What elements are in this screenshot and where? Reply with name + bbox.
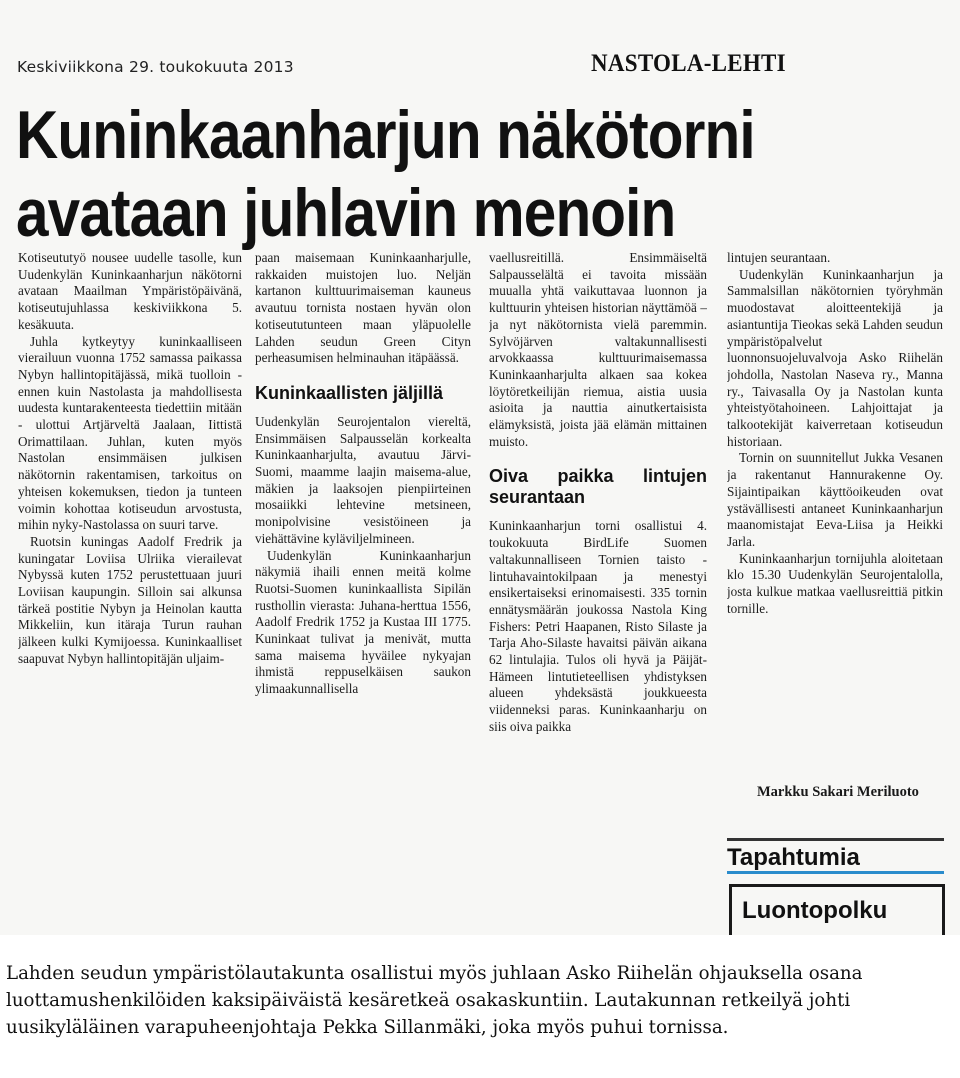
author-signature: Markku Sakari Meriluoto [757, 784, 919, 800]
nature-trail-title: Luontopolku [742, 897, 888, 924]
paragraph: paan maisemaan Kuninkaanharjulle, rakkaiden muistojen luo. Neljän kartanon kulttuurimaiseman kauneus avautuu tornista nostaen hyvän olon kotiseututunteen maan yläpuolelle Lahden seudun Green Cityn perheasumisen helminauhan itäpäässä. [255, 250, 471, 366]
paragraph: vaellusreitillä. Ensimmäiseltä Salpausselältä ei tavoita missään muualla yhtä vaikuttavaa luonnon ja kulttuurin yhteisen historian näyttämöä – ja nyt näkötornista vielä paremmin. Sylvöjärven valtakunnallisesti arvokkaassa kulttuurimaisemassa Kuninkaanharjulta alkaen saa kokea löytöretkeilijän riemua, aistia uusia asioita ja nauttia ainutkertaisista elämyksistä, joista jää elämän mittainen muisto. [489, 250, 707, 449]
paragraph: Uudenkylän Kuninkaanharjun näkymiä ihaili ennen meitä kolme Ruotsi-Suomen kuninkaallista Sipilän rusthollin vierasta: Juhana-herttua 1556, Aadolf Fredrik 1752 ja Kustaa III 1775. Kuninkaat tulivat ja menivät, mutta sama maisema hyväilee nykyajan ihmistä reppuselkäisen saukon ylimaakunnallisella [255, 547, 471, 697]
paragraph: lintujen seurantaan. [727, 250, 831, 265]
article-column-4 [727, 250, 943, 810]
article-column-2 [255, 250, 471, 922]
paragraph: Tornin on suunnitellut Jukka Vesanen ja rakentanut Hannurakenne Oy. Sijaintipaikan käyttöoikeuden ovat ystävällisesti antaneet Kuninkaanharjun maanomistajat Eeva-Liisa ja Heikki Jarla. [727, 450, 943, 549]
masthead: NASTOLA-LEHTI [591, 50, 786, 77]
events-section-header [727, 838, 944, 874]
headline-line-1: Kuninkaanharjun näkötorni [16, 97, 755, 173]
paragraph: Uudenkylän Kuninkaanharjun ja Sammalsillan näkötornien työryhmän muodostavat aloitteentekijä ja asiantuntija Tieokas sekä Lahden seudun ympäristöpalvelut luonnonsuojeluvalvoja Asko Riihelän johdolla, Nastolan Naseva ry., Manna ry., Taivasalla Oy ja Nastolan kunta yhteistyötahoineen. Lahjoittajat ja talkootekijät kaiverretaan kotiseudun historiaan. [727, 266, 943, 449]
article-headline [16, 96, 755, 252]
paragraph: Kuninkaanharjun tornijuhla aloitetaan klo 15.30 Uudenkylän Seurojentalolla, josta kulkue matkaa vaellusreittiä pitkin tornille. [727, 550, 943, 616]
image-caption: Lahden seudun ympäristölautakunta osallistui myös juhlaan Asko Riihelän ohjauksella osana luottamushenkilöiden kaksipäiväistä kesäretkeä osakaskuntiin. Lautakunnan retkeilyä johti uusikyläläinen varapuheenjohtaja Pekka Sillanmäki, joka myös puhui tornissa. [6, 963, 863, 1038]
events-section-title: Tapahtumia [727, 844, 860, 871]
nature-trail-box [729, 884, 945, 935]
headline-line-2: avataan juhlavin menoin [16, 175, 676, 251]
paragraph: Ruotsin kuningas Aadolf Fredrik ja kuningatar Loviisa Ulriika vierailevat Nybyssä kuten 1752 perustettuaan juuri Loviisan kaupungin. Silloin sai alkunsa tärkeä postitie Nybyn ja Heinolan kautta Mikkeliin, kun itäraja Turun rauhan jälkeen kulki Kymijoessa. Kuninkaalliset saapuvat Nybyn hallintopitäjän uljaim- [18, 533, 242, 666]
paragraph: Kotiseututyö nousee uudelle tasolle, kun Uudenkylän Kuninkaanharjun näkötorni avataan Maailman Ympäristöpäivänä, kotiseutujuhlassa keskiviikkona 5. kesäkuuta. [18, 250, 242, 332]
subheading: Oiva paikka lintujen seurantaan [489, 466, 707, 508]
paragraph: Juhla kytkeytyy kuninkaalliseen vierailuun vuonna 1752 samassa paikassa Nybyn hallintopitäjässä, mikä tuolloin - ennen kuin Nastolasta ja mahdollisesta uudesta kuntarakenteesta tiedettiin mitään - ulottui Artjärveltä Jaalaan, Iittistä Orimattilaan. Juhlan, kuten myös Nastolan ensimmäisen julkisen näkötornin rakentamisen, tarkoitus on yhteisen kokemuksen, tiedon ja tunteen voimin kohottaa kotiseudun arvostusta, mihin nyky-Nastolassa on suuri tarve. [18, 333, 242, 533]
subheading: Kuninkaallisten jäljillä [255, 382, 444, 403]
article-column-1 [18, 250, 242, 922]
paragraph: Uudenkylän Seurojentalon viereltä, Ensimmäisen Salpausselän korkealta Kuninkaanharjulta, avautuu Järvi-Suomi, maamme laajin maisema-alue, mäkien ja laaksojen pienpiirteinen mosaiikki lehtevine metsineen, monipolvisine vesistöineen ja viehättävine kyläviljelmineen. [255, 413, 471, 546]
issue-date: Keskiviikkona 29. toukokuuta 2013 [17, 58, 294, 76]
paragraph: Kuninkaanharjun torni osallistui 4. toukokuuta BirdLife Suomen valtakunnalliseen Tornien taisto -lintuhavaintokilpaan ja menestyi ensikertaiseksi erinomaisesti. 335 tornin ennätysmäärän joukossa Nastola King Fishers: Petri Haapanen, Risto Silaste ja Tarja Aho-Silaste havaitsi päivän aikana 62 lintulajia. Tulos oli hyvä ja Päijät-Hämeen lintutieteellisen yhdistyksen alueen yhdeksästä joukkueesta viidenneksi paras. Kuninkaanharju on siis oiva paikka [489, 518, 707, 734]
article-column-3 [489, 250, 707, 922]
